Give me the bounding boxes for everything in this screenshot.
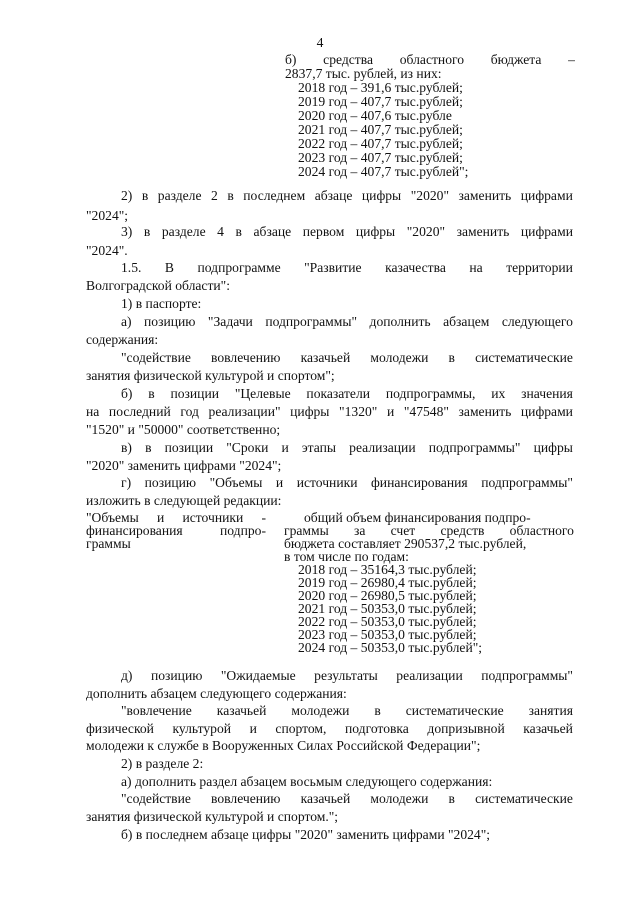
word: молодежи: [291, 703, 350, 718]
quote2-line2: [86, 721, 573, 736]
word: позиции: [164, 440, 214, 455]
word: "Развитие: [304, 260, 362, 275]
word: на: [469, 260, 483, 275]
word: следующего: [501, 314, 573, 329]
word: -: [261, 510, 266, 525]
word: в: [227, 188, 234, 203]
sec2-quote-line2: занятия физической культурой и спортом.";: [86, 809, 339, 824]
word: средства: [323, 52, 374, 67]
item-v-line2: "2020" заменить цифрами "2024";: [86, 458, 282, 473]
word: "содействие: [121, 791, 191, 806]
word: 3): [121, 224, 133, 239]
word: территории: [506, 260, 573, 275]
quote1-line2: занятия физической культурой и спортом";: [86, 368, 335, 383]
word: областного: [399, 52, 465, 67]
item-a-line1: [121, 314, 573, 329]
word: в: [374, 703, 381, 718]
word: молодежи: [370, 791, 429, 806]
sec15-line2: Волгоградской области":: [86, 278, 231, 293]
table-year-line: 2019 год – 26980,4 тыс.рублей;: [298, 575, 477, 590]
word: цифрами: [520, 188, 573, 203]
word: областного: [509, 523, 574, 538]
word: систематические: [405, 703, 504, 718]
word: финансирования: [86, 523, 183, 538]
word: допризывной: [427, 721, 505, 736]
sec2-heading: 2) в разделе 2:: [121, 756, 204, 771]
word: казачьей: [216, 703, 267, 718]
word: д): [121, 668, 133, 683]
word: в: [145, 440, 152, 455]
item2-line2: "2024";: [86, 208, 129, 223]
word: систематические: [475, 791, 573, 806]
word: молодежи: [370, 350, 429, 365]
word: заменить: [458, 188, 512, 203]
word: граммы: [284, 523, 329, 538]
word: занятия: [528, 703, 573, 718]
item3-line1: [121, 224, 573, 239]
page-number: 4: [316, 35, 324, 50]
table-right-line4: в том числе по годам:: [284, 549, 409, 564]
table-left-line3: граммы: [86, 536, 131, 551]
word: казачьей: [523, 721, 573, 736]
item-d-line2: дополнить абзацем следующего содержания:: [86, 686, 347, 701]
word: реализации: [349, 440, 416, 455]
word: позицию: [144, 314, 196, 329]
word: "1320": [339, 404, 378, 419]
item-a-line2: содержания:: [86, 332, 159, 347]
word: подпрограммы": [265, 314, 358, 329]
word: абзаце: [253, 224, 292, 239]
word: источники: [296, 475, 358, 490]
word: 1.5.: [121, 260, 142, 275]
word: "47548": [403, 404, 449, 419]
word: "2020": [410, 188, 450, 203]
word: и: [386, 404, 395, 419]
word: подпрограммы,: [385, 386, 476, 401]
word: б): [121, 386, 133, 401]
word: 4: [217, 224, 224, 239]
word: источники: [182, 510, 244, 525]
word: "вовлечение: [121, 703, 192, 718]
item-b-line1: [121, 386, 573, 401]
word: –: [568, 52, 575, 67]
word: дополнить: [369, 314, 431, 329]
item2-line1: [121, 188, 573, 203]
word: цифры: [355, 224, 396, 239]
table-year-line: 2024 год – 50353,0 тыс.рублей";: [298, 640, 483, 655]
word: последнем: [243, 188, 306, 203]
table-year-line: 2022 год – 50353,0 тыс.рублей;: [298, 614, 477, 629]
table-year-line: 2021 год – 50353,0 тыс.рублей;: [298, 601, 477, 616]
word: последний: [108, 404, 171, 419]
word: позиции: [170, 386, 220, 401]
word: систематические: [475, 350, 573, 365]
year-line: 2018 год – 391,6 тыс.рублей;: [298, 80, 463, 95]
word: б): [285, 52, 297, 67]
passport-heading: 1) в паспорте:: [121, 296, 202, 311]
word: на: [86, 404, 100, 419]
word: в: [143, 224, 151, 239]
word: заменить: [458, 404, 512, 419]
word: подпрограмме: [197, 260, 281, 275]
item-v-line1: [121, 440, 573, 455]
word: а): [121, 314, 132, 329]
word: 2: [211, 188, 218, 203]
item-g-line1: [121, 475, 573, 490]
word: вовлечению: [211, 791, 281, 806]
word: "содействие: [121, 350, 191, 365]
year-line: 2019 год – 407,7 тыс.рублей;: [298, 94, 463, 109]
word: реализации": [208, 404, 281, 419]
word: подпрограммы": [481, 475, 573, 490]
item3-line2: "2024".: [86, 243, 128, 258]
word: казачества: [385, 260, 446, 275]
item-d-line1: [121, 668, 573, 683]
word: финансирования: [371, 475, 468, 490]
word: и: [275, 475, 284, 490]
word: физической: [86, 721, 154, 736]
word: "Ожидаемые: [220, 668, 296, 683]
word: в: [448, 791, 455, 806]
word: "Задачи: [207, 314, 253, 329]
quote1-line1: [121, 350, 573, 365]
year-line: 2023 год – 407,7 тыс.рублей;: [298, 150, 463, 165]
table-right-line3: бюджета составляет 290537,2 тыс.рублей,: [284, 536, 527, 551]
word: подпрограммы": [428, 440, 521, 455]
word: "Целевые: [234, 386, 291, 401]
word: В: [164, 260, 174, 275]
word: первом: [302, 224, 345, 239]
year-line: 2022 год – 407,7 тыс.рублей;: [298, 136, 463, 151]
quote2-line3: молодежи к службе в Вооруженных Силах Российской Федерации";: [86, 738, 481, 753]
word: "Объемы: [86, 510, 139, 525]
word: казачьей: [300, 350, 351, 365]
table-year-line: 2018 год – 35164,3 тыс.рублей;: [298, 562, 477, 577]
word: вовлечению: [211, 350, 281, 365]
word: абзаце: [314, 188, 353, 203]
word: результаты: [314, 668, 378, 683]
word: цифрами: [520, 404, 573, 419]
word: значения: [521, 386, 573, 401]
word: и: [156, 510, 165, 525]
word: этапы: [301, 440, 337, 455]
word: реализации: [396, 668, 463, 683]
b-block-line1: [285, 52, 575, 67]
word: цифры: [533, 440, 573, 455]
word: цифры: [290, 404, 330, 419]
quote2-line1: [121, 703, 573, 718]
word: в: [148, 386, 155, 401]
word: абзацем: [443, 314, 490, 329]
word: в): [121, 440, 132, 455]
item-b-line3: "1520" и "50000" соответственно;: [86, 422, 281, 437]
word: подпро-: [220, 523, 266, 538]
word: средств: [440, 523, 485, 538]
word: "Сроки: [226, 440, 269, 455]
word: подпрограммы": [481, 668, 573, 683]
table-year-line: 2020 год – 26980,5 тыс.рублей;: [298, 588, 477, 603]
word: цифрами: [520, 224, 573, 239]
word: в: [141, 188, 149, 203]
word: разделе: [157, 188, 202, 203]
word: в: [235, 224, 242, 239]
word: показатели: [306, 386, 371, 401]
word: бюджета: [490, 52, 542, 67]
word: и: [249, 721, 257, 736]
word: казачьей: [300, 791, 351, 806]
word: 2): [121, 188, 133, 203]
word: позицию: [144, 475, 197, 490]
table-year-line: 2023 год – 50353,0 тыс.рублей;: [298, 627, 477, 642]
word: спортом,: [275, 721, 327, 736]
word: г): [121, 475, 132, 490]
item-g-line2: изложить в следующей редакции:: [86, 493, 282, 508]
sec2-quote-line1: [121, 791, 573, 806]
word: год: [180, 404, 199, 419]
sec15-line1: [121, 260, 573, 275]
word: "Объемы: [209, 475, 263, 490]
year-line: 2024 год – 407,7 тыс.рублей";: [298, 164, 469, 179]
word: "2020": [406, 224, 446, 239]
word: цифры: [361, 188, 402, 203]
word: подготовка: [344, 721, 409, 736]
item-b-line2: [86, 404, 573, 419]
b-block-line2: 2837,7 тыс. рублей, из них:: [285, 66, 442, 81]
sec2-b-line: б) в последнем абзаце цифры "2020" заменить цифрами "2024";: [121, 827, 491, 842]
word: позицию: [150, 668, 203, 683]
sec2-a-line: а) дополнить раздел абзацем восьмым следующего содержания:: [121, 774, 493, 789]
word: культурой: [172, 721, 232, 736]
year-line: 2021 год – 407,7 тыс.рублей;: [298, 122, 463, 137]
word: заменить: [456, 224, 510, 239]
word: разделе: [161, 224, 206, 239]
word: в: [448, 350, 455, 365]
word: счет: [390, 523, 416, 538]
table-right-line1: общий объем финансирования подпро-: [304, 510, 531, 525]
word: и: [281, 440, 289, 455]
year-line: 2020 год – 407,6 тыс.рубле: [298, 108, 452, 123]
word: за: [353, 523, 366, 538]
word: их: [491, 386, 506, 401]
